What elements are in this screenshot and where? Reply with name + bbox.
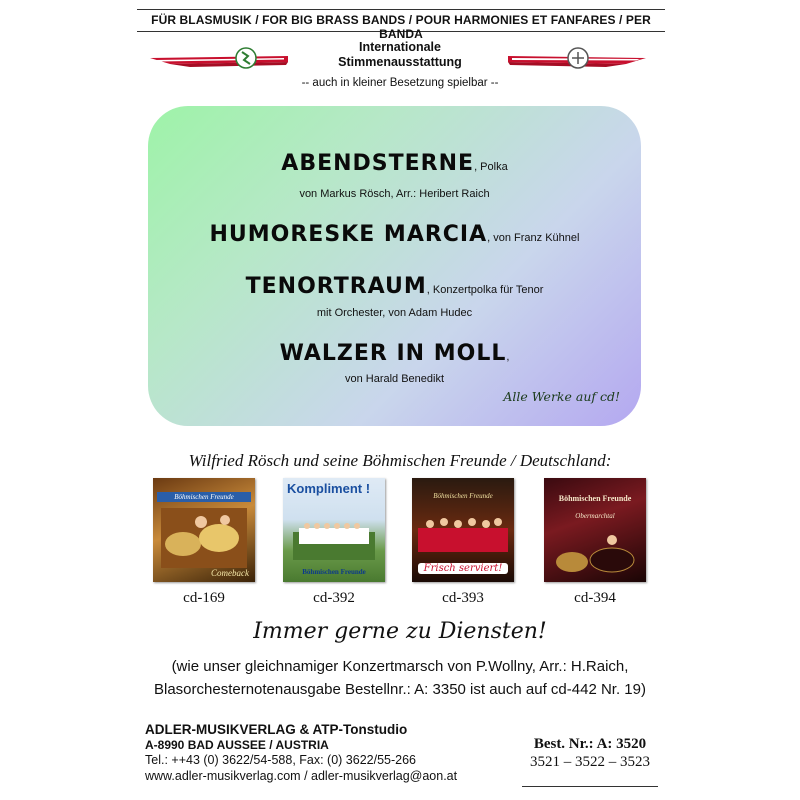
- album-code-cd393: cd-393: [442, 590, 484, 606]
- header-title-line1: Internationale: [359, 40, 441, 54]
- album-cover-cd392-photo: [293, 502, 375, 560]
- header-band-text: FÜR BLASMUSIK / FOR BIG BRASS BANDS / POUR HARMONIES ET FANFARES / PER BANDA: [151, 13, 651, 41]
- album-cover-cd394-title: Böhmischen Freunde: [558, 494, 632, 503]
- order-divider: [522, 786, 658, 787]
- album-cover-cd393-title: Böhmischen Freunde: [433, 492, 493, 500]
- album-cover-cd393-photo: [418, 508, 508, 552]
- work-3-title: TENORTRAUM: [245, 274, 427, 299]
- work-1-title: ABENDSTERNE: [281, 151, 475, 176]
- header-band: [137, 9, 665, 41]
- album-cover-cd169-sub: Comeback: [211, 568, 249, 578]
- work-1-sub: , Polka: [474, 161, 508, 173]
- order-number: Best. Nr.: A: 3520: [533, 736, 647, 752]
- work-4-title: WALZER IN MOLL: [279, 341, 507, 366]
- album-cover-cd394-sub: Obermarchtal: [575, 512, 615, 520]
- slogan: Immer gerne zu Diensten!: [253, 619, 547, 644]
- album-cover-cd392-title: Kompliment !: [287, 481, 371, 496]
- album-cover-cd169-title: Böhmischen Freunde: [157, 492, 251, 502]
- album-cover-cd169: [153, 478, 255, 582]
- work-1-credit: von Markus Rösch, Arr.: Heribert Raich: [299, 188, 490, 200]
- work-4: [148, 341, 641, 366]
- album-cover-cd392-sub: Böhmischen Freunde: [302, 568, 366, 576]
- album-cover-cd394: [544, 478, 646, 582]
- album-code-cd392: cd-392: [313, 590, 355, 606]
- header-title-line2: Stimmenausstattung: [338, 55, 462, 69]
- album-cover-cd393-sub: Frisch serviert!: [418, 563, 508, 574]
- adler-wing-logo-left: [150, 44, 290, 74]
- cd-note: Alle Werke auf cd!: [503, 389, 620, 404]
- album-cover-cd394-photo: [552, 532, 638, 576]
- album-code-cd394: cd-394: [574, 590, 616, 606]
- album-cover-cd169-photo: [161, 508, 247, 568]
- album-code-cd169: cd-169: [183, 590, 225, 606]
- publisher-name: ADLER-MUSIKVERLAG & ATP-Tonstudio: [145, 722, 408, 737]
- work-4-credit: von Harald Benedikt: [344, 373, 445, 385]
- note-line-2: Blasorchesternotenausgabe Bestellnr.: A: 3350 ist auch auf cd-442 Nr. 19): [154, 681, 646, 698]
- album-cover-cd393: [412, 478, 514, 582]
- publisher-web[interactable]: www.adler-musikverlag.com / adler-musikverlag@aon.at: [145, 769, 458, 783]
- publisher-address: A-8990 BAD AUSSEE / AUSTRIA: [145, 738, 329, 752]
- work-1: [148, 151, 641, 176]
- work-3-sub: , Konzertpolka für Tenor: [426, 284, 544, 296]
- note-line-1: (wie unser gleichnamiger Konzertmarsch von P.Wollny, Arr.: H.Raich,: [171, 658, 629, 675]
- work-2-sub: , von Franz Kühnel: [487, 232, 580, 244]
- publisher-phone: Tel.: ++43 (0) 3622/54-588, Fax: (0) 3622/55-266: [145, 753, 417, 767]
- atp-wing-logo-right: [506, 44, 646, 74]
- header-subtitle: -- auch in kleiner Besetzung spielbar --: [301, 77, 499, 89]
- work-3: [148, 274, 641, 299]
- work-2-title: HUMORESKE MARCIA: [209, 222, 488, 247]
- order-number-more: 3521 – 3522 – 3523: [530, 754, 650, 770]
- album-cover-cd392: [283, 478, 385, 582]
- work-3-credit: mit Orchester, von Adam Hudec: [316, 307, 473, 319]
- header-title: [300, 40, 500, 70]
- work-4-sub: ,: [506, 351, 510, 363]
- band-name: Wilfried Rösch und seine Böhmischen Freunde / Deutschland:: [188, 451, 612, 470]
- work-2: [148, 222, 641, 247]
